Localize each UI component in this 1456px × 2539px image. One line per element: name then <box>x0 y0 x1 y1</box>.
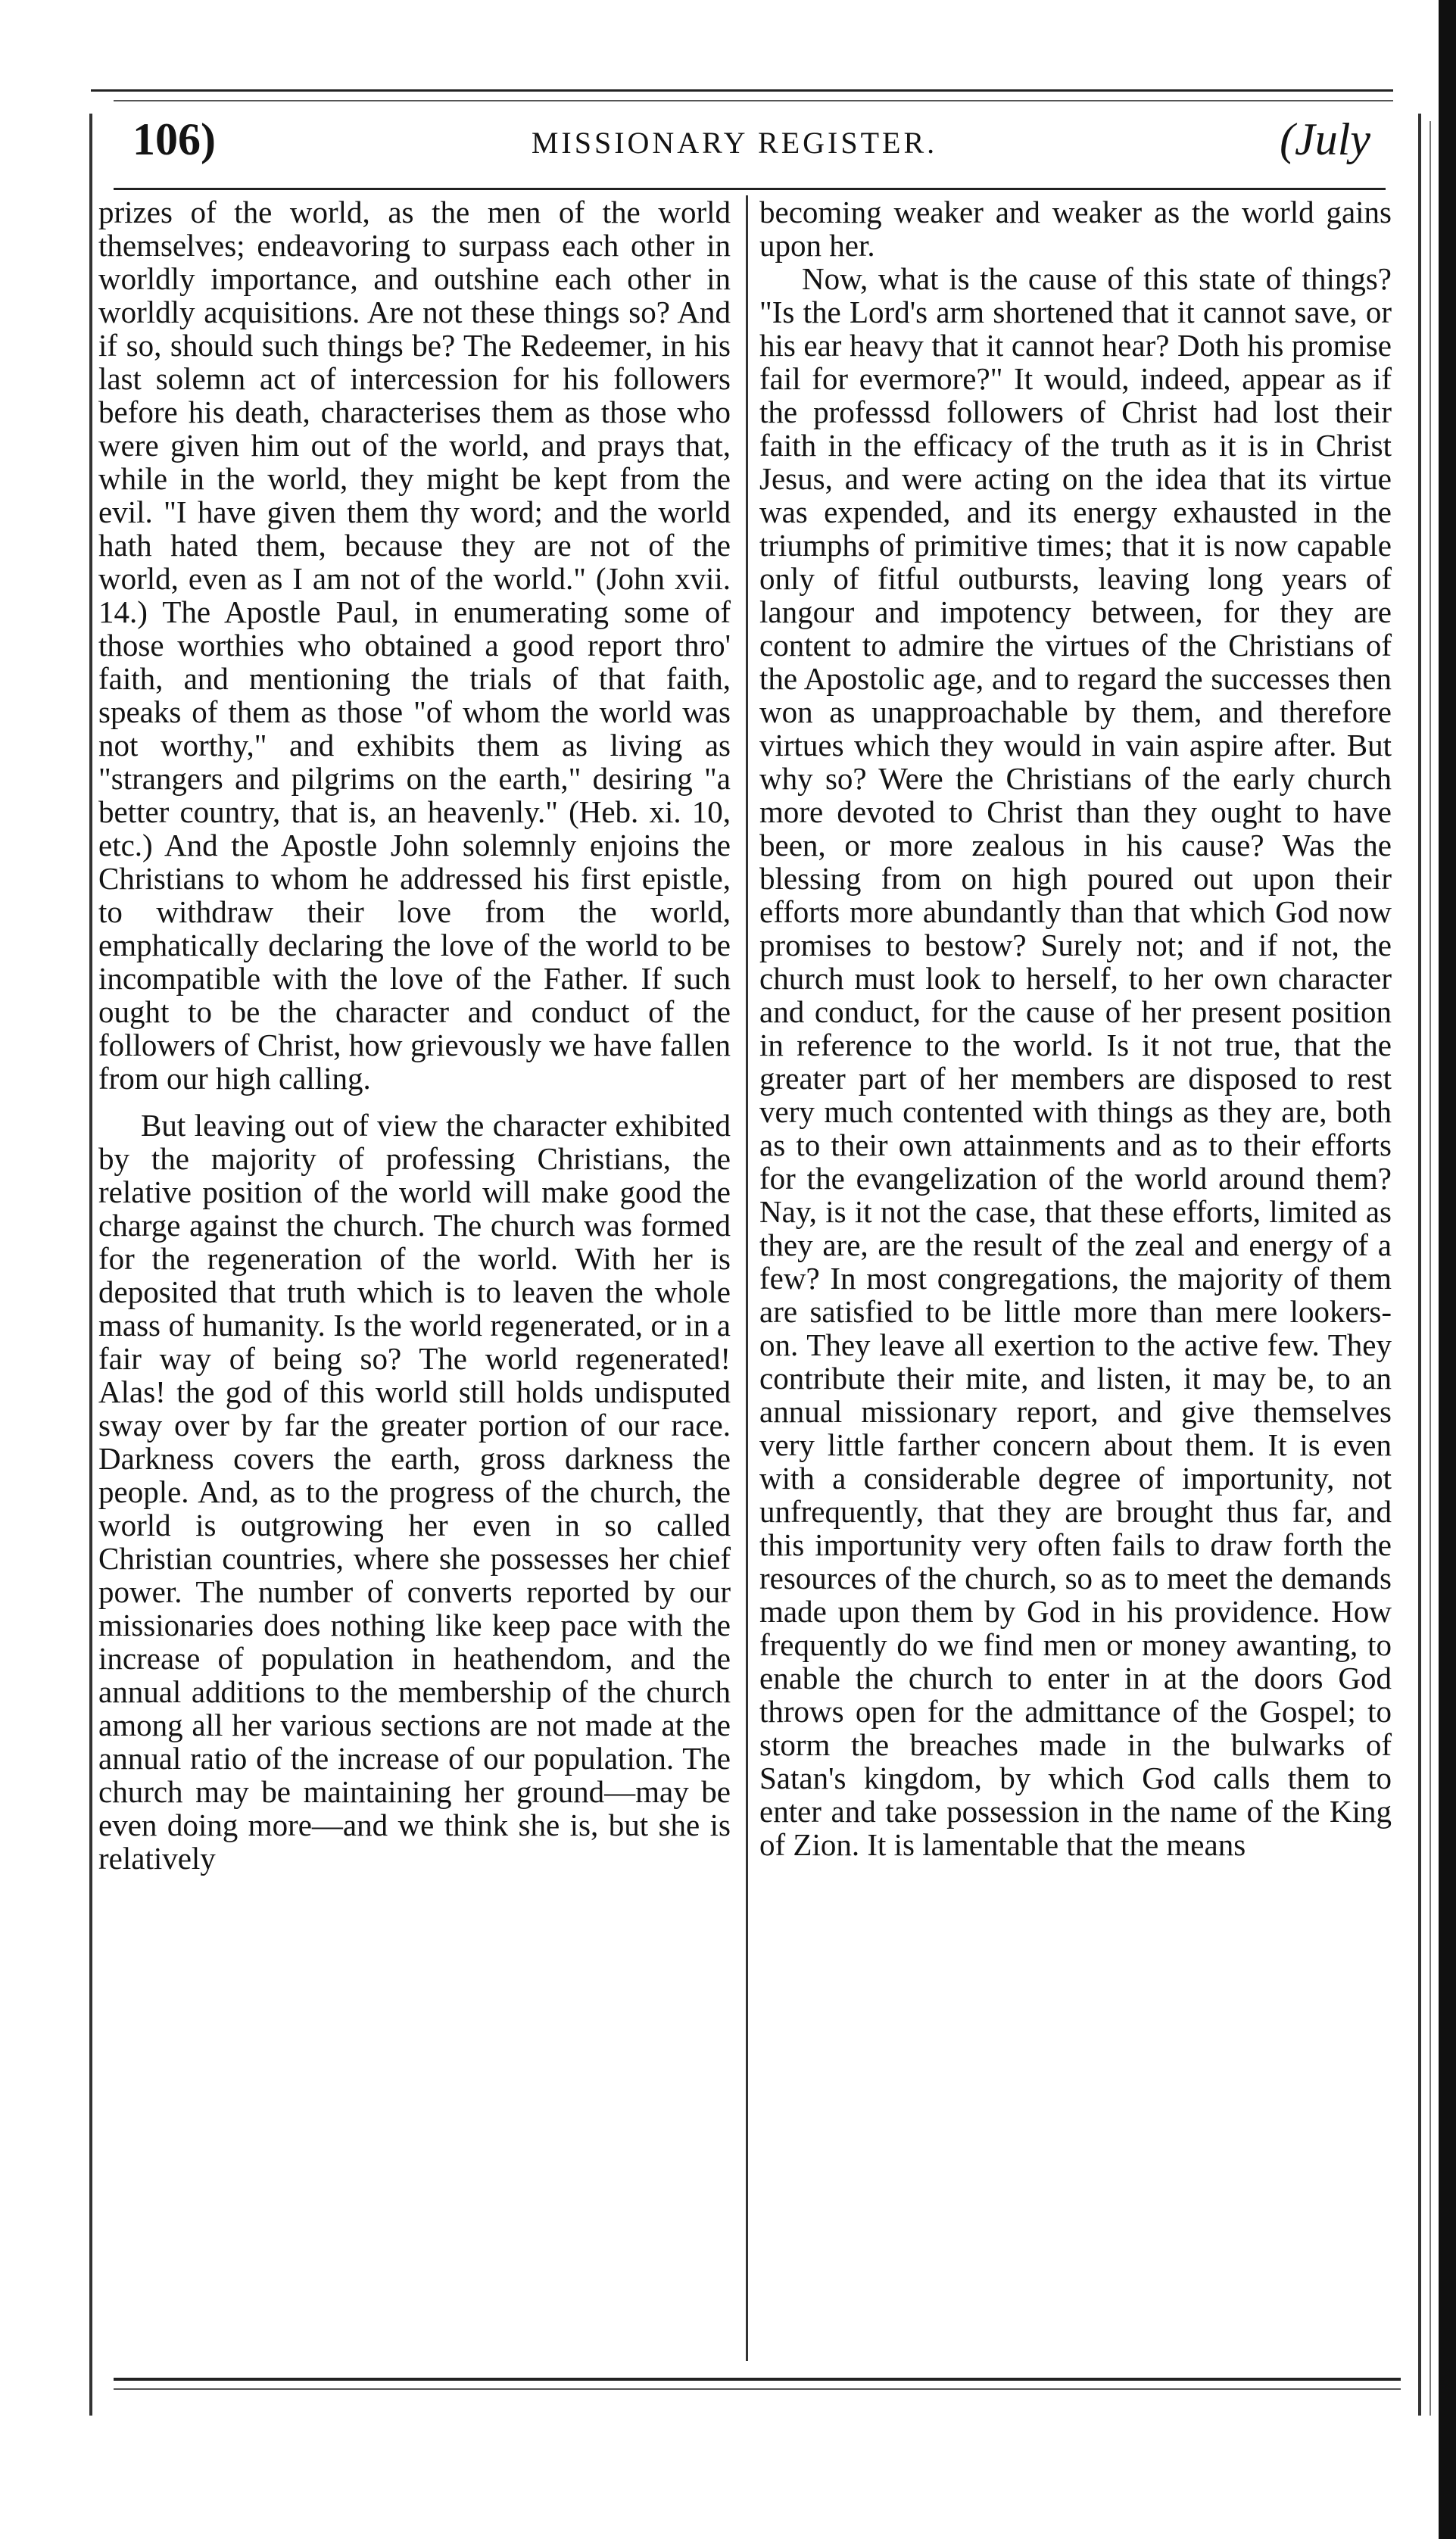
header-rule <box>114 188 1386 190</box>
top-rule <box>91 89 1393 92</box>
column-divider <box>746 195 748 2361</box>
right-column <box>759 195 1392 1861</box>
left-paragraph: prizes of the world, as the men of the world themselves; endeavoring to surpass each other in worldly importance, and outshine each other in worldly acquisitions. Are not these things so? And if so, should such things be? The Redeemer, in his last solemn act of intercession for his followers before his death, characterises them as those who were given him out of the world, and prays that, while in the world, they might be kept from the evil. "I have given them thy word; and the world hath hated them, because they are not of the world, even as I am not of the world." (John xvii. 14.) The Apostle Paul, in enumerating some of those worthies who obtained a good report thro' faith, and mentioning the trials of that faith, speaks of them as those "of whom the world was not worthy," and exhibits them as living as "strangers and pilgrims on the earth," desiring "a better country, that is, an heavenly." (Heb. xi. 10, etc.) And the Apostle John solemnly enjoins the Christians to whom he addressed his first epistle, to withdraw their love from the world, emphatically declaring the love of the world to be incompatible with the love of the Father. If such ought to be the character and conduct of the followers of Christ, how grievously we have fallen from our high calling. <box>98 195 731 1096</box>
bottom-rule <box>114 2378 1401 2381</box>
right-border-rule <box>1418 114 1421 2416</box>
running-title: MISSIONARY REGISTER. <box>531 126 938 160</box>
right-paragraph: becoming weaker and weaker as the world gains upon her. <box>759 195 1392 263</box>
issue-month: (July <box>1280 114 1370 164</box>
top-rule-secondary <box>114 100 1393 101</box>
left-paragraph: But leaving out of view the character exhibited by the majority of professing Christians, the relative position of the world will make good the charge against the church. The church was formed for the regeneration of the world. With her is deposited that truth which is to leaven the whole mass of humanity. Is the world regenerated, or in a fair way of being so? The world regenerated! Alas! the god of this world still holds undisputed sway over by far the greater portion of our race. Darkness covers the earth, gross darkness the people. And, as to the progress of the church, the world is outgrowing her even in so called Christian countries, where she possesses her chief power. The number of converts reported by our missionaries does nothing like keep pace with the increase of population in heathendom, and the annual additions to the membership of the church among all her various sections are not made at the annual ratio of the increase of our population. The church may be maintaining her ground—may be even doing more—and we think she is, but she is relatively <box>98 1108 731 1876</box>
left-border-rule <box>89 114 92 2416</box>
bottom-rule-secondary <box>114 2388 1401 2390</box>
right-border-rule-secondary <box>1429 121 1431 2416</box>
left-column <box>98 195 731 1875</box>
right-paragraph: Now, what is the cause of this state of things? "Is the Lord's arm shortened that it cannot save, or his ear heavy that it cannot hear? Doth his promise fail for evermore?" It would, indeed, appear as if the professsd followers of Christ had lost their faith in the efficacy of the truth as it is in Christ Jesus, and were acting on the idea that its virtue was expended, and its energy exhausted in the triumphs of primitive times; that it is now capable only of fitful outbursts, leaving long years of langour and impotency between, for they are content to admire the virtues of the Christians of the Apostolic age, and to regard the successes then won as unapproachable by them, and therefore virtues which they would in vain aspire after. But why so? Were the Christians of the early church more devoted to Christ than they ought to have been, or more zealous in his cause? Was the blessing from on high poured out upon their efforts more abundantly than that which God now promises to bestow? Surely not; and if not, the church must look to herself, to her own character and conduct, for the cause of her present position in reference to the world. Is it not true, that the greater part of her members are disposed to rest very much contented with things as they are, both as to their own attainments and as to their efforts for the evangelization of the world around them? Nay, is it not the case, that these efforts, limited as they are, are the result of the zeal and energy of a few? In most congregations, the majority of them are satisfied to be little more than mere lookers-on. They leave all exertion to the active few. They contribute their mite, and listen, it may be, to an annual missionary report, and give themselves very little farther concern about them. It is even with a considerable degree of importunity, not unfrequently, that they are brought thus far, and this importunity very often fails to draw forth the resources of the church, so as to meet the demands made upon them by God in his providence. How frequently do we find men or money awanting, to enable the church to enter in at the doors God throws open for the admittance of the Gospel; to storm the breaches made in the bulwarks of Satan's kingdom, by which God calls them to enter and take possession in the name of the King of Zion. It is lamentable that the means <box>759 261 1392 1862</box>
scan-edge-shadow <box>1439 0 1456 2539</box>
page-header <box>95 114 1374 174</box>
page-number: 106) <box>133 114 216 164</box>
